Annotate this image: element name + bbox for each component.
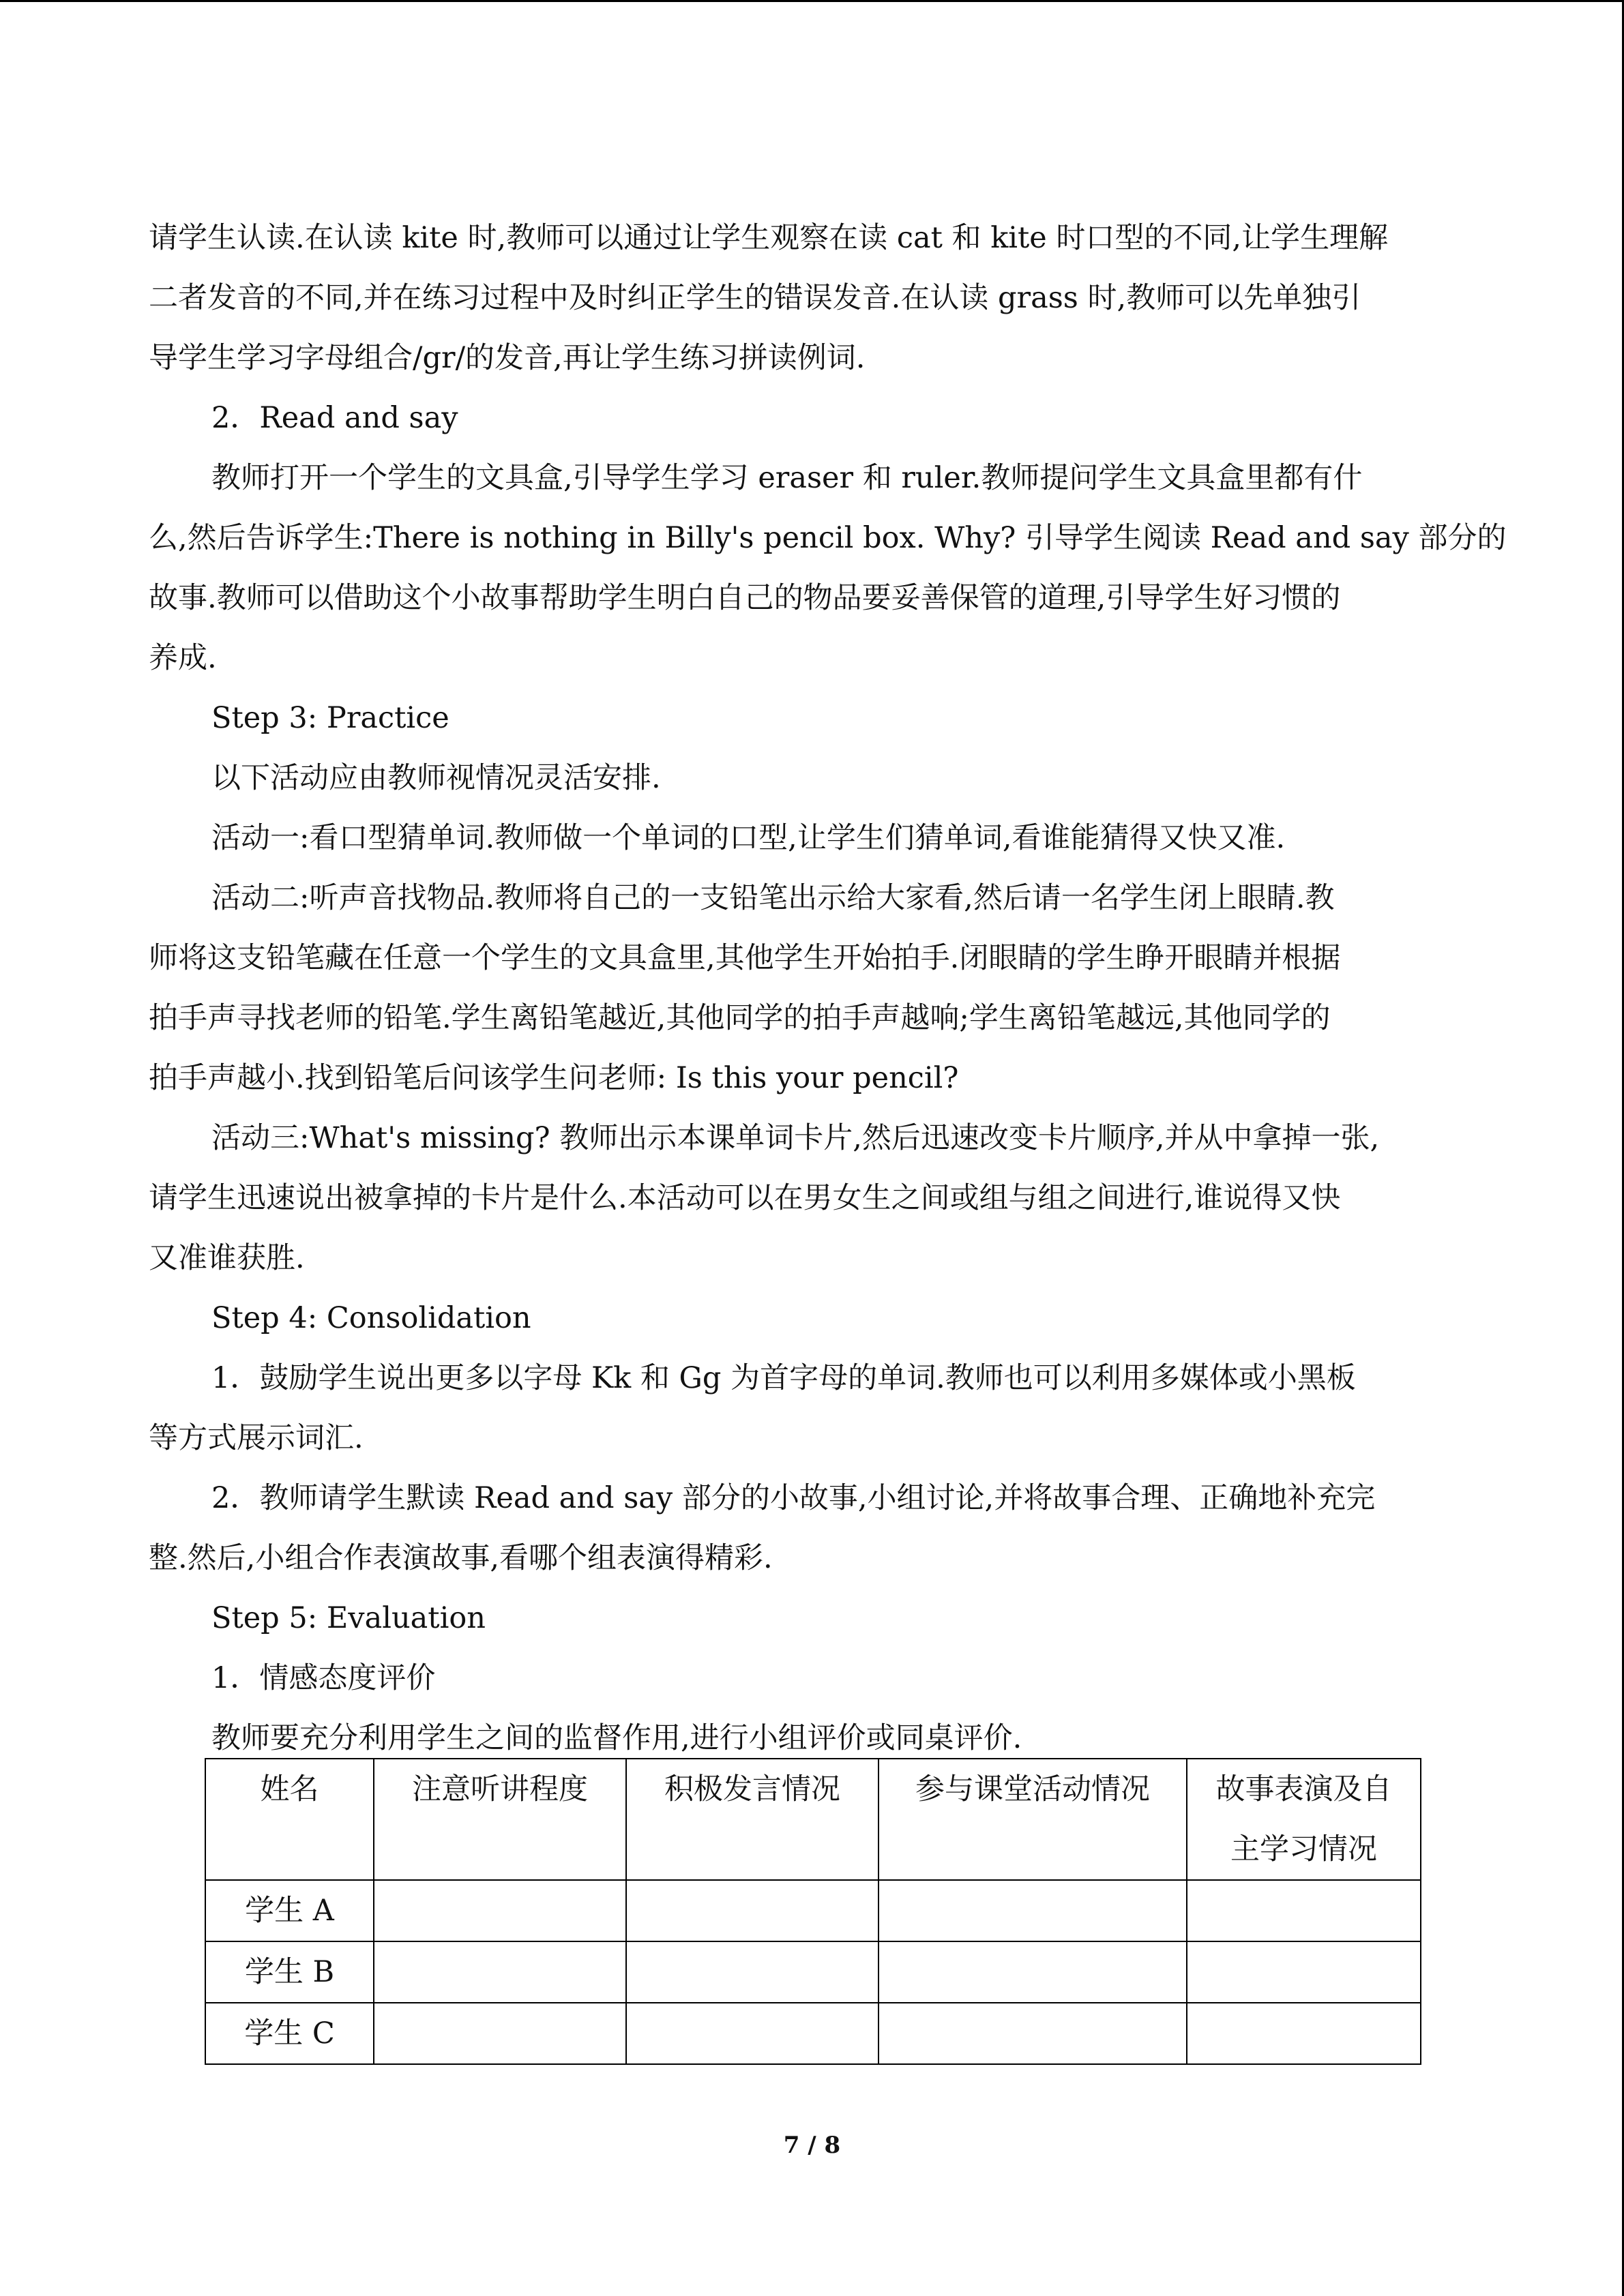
paragraph-line: 2．教师请学生默读 Read and say 部分的小故事,小组讨论,并将故事合理、正确地补充完 bbox=[211, 1481, 1376, 1515]
header-line: 故事表演及自 bbox=[1215, 1772, 1392, 1806]
page-frame-top bbox=[0, 0, 1624, 2]
table-cell bbox=[879, 2003, 1187, 2064]
table-cell bbox=[374, 1941, 626, 2003]
paragraph-line: 请学生迅速说出被拿掉的卡片是什么.本活动可以在男女生之间或组与组之间进行,谁说得又快 bbox=[149, 1181, 1341, 1215]
section-heading-read-and-say: 2．Read and say bbox=[211, 401, 458, 435]
activity-two: 活动二:听声音找物品.教师将自己的一支铅笔出示给大家看,然后请一名学生闭上眼睛.教 bbox=[211, 881, 1335, 915]
page-number: 7 / 8 bbox=[783, 2132, 841, 2159]
table-header-cell: 参与课堂活动情况 bbox=[879, 1759, 1187, 1880]
step-heading-practice: Step 3: Practice bbox=[211, 701, 449, 735]
table-cell bbox=[879, 1880, 1187, 1941]
activity-three: 活动三:What's missing? 教师出示本课单词卡片,然后迅速改变卡片顺序,并从中拿掉一张, bbox=[211, 1121, 1380, 1155]
table-header-cell: 注意听讲程度 bbox=[374, 1759, 626, 1880]
paragraph-line: 故事.教师可以借助这个小故事帮助学生明白自己的物品要妥善保管的道理,引导学生好习惯的 bbox=[149, 581, 1341, 615]
table-header-cell bbox=[1187, 1759, 1421, 1880]
table-cell bbox=[374, 1880, 626, 1941]
paragraph-line: 1．情感态度评价 bbox=[211, 1661, 436, 1695]
table-cell bbox=[626, 1880, 879, 1941]
paragraph-line: 1．鼓励学生说出更多以字母 Kk 和 Gg 为首字母的单词.教师也可以利用多媒体或小黑板 bbox=[211, 1361, 1356, 1395]
paragraph-line: 师将这支铅笔藏在任意一个学生的文具盒里,其他学生开始拍手.闭眼睛的学生睁开眼睛并根据 bbox=[149, 941, 1341, 975]
table-header-cell: 姓名 bbox=[205, 1759, 374, 1880]
document-body bbox=[149, 208, 1507, 1768]
paragraph-line: 二者发音的不同,并在练习过程中及时纠正学生的错误发音.在认读 grass 时,教师可以先单独引 bbox=[149, 281, 1361, 315]
table-cell bbox=[1187, 1941, 1421, 2003]
activity-one: 活动一:看口型猜单词.教师做一个单词的口型,让学生们猜单词,看谁能猜得又快又准. bbox=[211, 821, 1286, 855]
header-line: 主学习情况 bbox=[1230, 1832, 1377, 1866]
table-row bbox=[205, 1880, 1421, 1941]
paragraph-line: 拍手声越小.找到铅笔后问该学生问老师: Is this your pencil? bbox=[149, 1061, 959, 1095]
table-cell bbox=[1187, 2003, 1421, 2064]
step-heading-consolidation: Step 4: Consolidation bbox=[211, 1301, 531, 1335]
table-cell bbox=[626, 1941, 879, 2003]
paragraph-line: 教师打开一个学生的文具盒,引导学生学习 eraser 和 ruler.教师提问学生文具盒里都有什 bbox=[211, 461, 1363, 495]
paragraph-line: 等方式展示词汇. bbox=[149, 1421, 364, 1455]
paragraph-line: 又准谁获胜. bbox=[149, 1241, 305, 1275]
table-header-row bbox=[205, 1759, 1421, 1880]
table-cell bbox=[626, 2003, 879, 2064]
table-row bbox=[205, 1941, 1421, 2003]
table-header-cell: 积极发言情况 bbox=[626, 1759, 879, 1880]
paragraph-line: 请学生认读.在认读 kite 时,教师可以通过让学生观察在读 cat 和 kite 时口型的不同,让学生理解 bbox=[149, 221, 1389, 255]
paragraph-line: 以下活动应由教师视情况灵活安排. bbox=[211, 761, 661, 795]
student-name-cell: 学生 C bbox=[205, 2003, 374, 2064]
evaluation-table bbox=[205, 1758, 1421, 2065]
table-row bbox=[205, 2003, 1421, 2064]
table-cell bbox=[374, 2003, 626, 2064]
table-cell bbox=[1187, 1880, 1421, 1941]
student-name-cell: 学生 B bbox=[205, 1941, 374, 2003]
table-cell bbox=[879, 1941, 1187, 2003]
paragraph-line: 整.然后,小组合作表演故事,看哪个组表演得精彩. bbox=[149, 1541, 773, 1575]
step-heading-evaluation: Step 5: Evaluation bbox=[211, 1601, 486, 1635]
student-name-cell: 学生 A bbox=[205, 1880, 374, 1941]
paragraph-line: 导学生学习字母组合/gr/的发音,再让学生练习拼读例词. bbox=[149, 341, 866, 375]
paragraph-line: 拍手声寻找老师的铅笔.学生离铅笔越近,其他同学的拍手声越响;学生离铅笔越远,其他同学的 bbox=[149, 1001, 1331, 1035]
paragraph-line: 教师要充分利用学生之间的监督作用,进行小组评价或同桌评价. bbox=[211, 1721, 1022, 1755]
paragraph-line: 养成. bbox=[149, 641, 217, 675]
paragraph-line: 么,然后告诉学生:There is nothing in Billy's pencil box. Why? 引导学生阅读 Read and say 部分的 bbox=[149, 521, 1507, 555]
